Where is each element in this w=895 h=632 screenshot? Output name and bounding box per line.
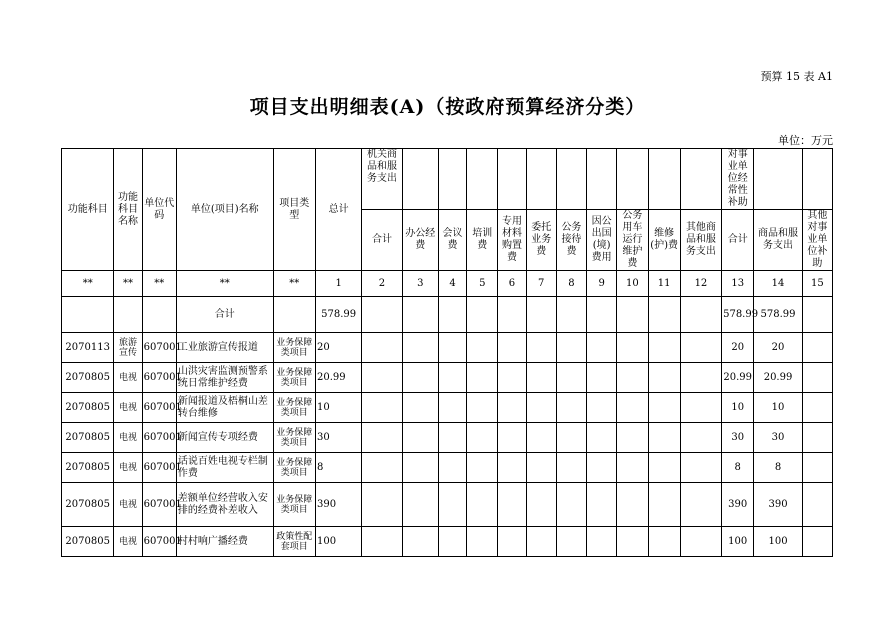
index-cell: 6 (498, 271, 526, 297)
row-subsidy-goods: 20 (754, 333, 802, 363)
header-empty (467, 149, 498, 210)
header-empty (556, 149, 586, 210)
cell-empty (498, 333, 526, 363)
cell-empty (648, 483, 680, 527)
row-func-code: 2070113 (62, 333, 114, 363)
cell-empty (617, 363, 648, 393)
cell-empty (648, 297, 680, 333)
cell-empty (467, 333, 498, 363)
row-project-type: 业务保障类项目 (273, 363, 315, 393)
row-subsidy-goods: 390 (754, 483, 802, 527)
cell-empty (498, 363, 526, 393)
cell-empty (587, 527, 617, 557)
header-vehicle: 公务用车运行维护费 (617, 210, 648, 271)
row-subsidy-goods: 20.99 (754, 363, 802, 393)
index-cell: ** (273, 271, 315, 297)
header-group-org: 机关商品和服务支出 (362, 149, 402, 210)
header-reception: 公务接待费 (556, 210, 586, 271)
cell-empty (402, 423, 438, 453)
cell-empty (587, 297, 617, 333)
total-value: 578.99 (315, 297, 361, 333)
row-unit-code: 607001 (142, 363, 176, 393)
header-empty (680, 149, 721, 210)
header-commission: 委托业务费 (526, 210, 556, 271)
row-func-name: 电视 (114, 393, 142, 423)
row-project-type: 业务保障类项目 (273, 393, 315, 423)
cell-empty (617, 333, 648, 363)
header-empty (438, 149, 466, 210)
row-func-name: 电视 (114, 483, 142, 527)
header-abroad: 因公出国(境)费用 (587, 210, 617, 271)
cell-empty (467, 453, 498, 483)
row-subsidy-total: 100 (722, 527, 754, 557)
cell-empty (802, 453, 832, 483)
cell-empty (648, 393, 680, 423)
row-unit-code: 607001 (142, 453, 176, 483)
row-unit-code: 607001 (142, 527, 176, 557)
header-repair: 维修(护)费 (648, 210, 680, 271)
header-empty (498, 149, 526, 210)
index-cell: ** (114, 271, 142, 297)
cell-empty (498, 483, 526, 527)
cell-empty (587, 423, 617, 453)
row-project-type: 业务保障类项目 (273, 333, 315, 363)
cell-empty (498, 453, 526, 483)
row-project-name: 村村响广播经费 (176, 527, 273, 557)
row-total: 20 (315, 333, 361, 363)
cell-empty (362, 297, 402, 333)
cell-empty (556, 423, 586, 453)
cell-empty (556, 333, 586, 363)
table-row (62, 483, 833, 527)
row-subsidy-total: 20 (722, 333, 754, 363)
cell-empty (648, 527, 680, 557)
cell-empty (802, 363, 832, 393)
header-other-goods: 其他商品和服务支出 (680, 210, 721, 271)
cell-empty (802, 483, 832, 527)
cell-empty (402, 453, 438, 483)
form-code: 预算 15 表 A1 (760, 70, 833, 83)
row-subsidy-total: 30 (722, 423, 754, 453)
cell-empty (402, 393, 438, 423)
cell-empty (438, 393, 466, 423)
index-cell: 14 (754, 271, 802, 297)
cell-empty (587, 333, 617, 363)
header-empty (526, 149, 556, 210)
header-empty (587, 149, 617, 210)
row-subsidy-goods: 8 (754, 453, 802, 483)
row-subsidy-goods: 30 (754, 423, 802, 453)
cell-empty (802, 297, 832, 333)
cell-empty (648, 363, 680, 393)
cell-empty (438, 363, 466, 393)
total-label: 合计 (176, 297, 273, 333)
index-cell: 10 (617, 271, 648, 297)
cell-empty (438, 333, 466, 363)
cell-empty (680, 483, 721, 527)
cell-empty (680, 453, 721, 483)
cell-empty (273, 297, 315, 333)
cell-empty (648, 333, 680, 363)
row-unit-code: 607001 (142, 423, 176, 453)
cell-empty (402, 333, 438, 363)
table-row (62, 363, 833, 393)
row-func-code: 2070805 (62, 483, 114, 527)
index-cell: 2 (362, 271, 402, 297)
header-empty (648, 149, 680, 210)
index-cell: ** (142, 271, 176, 297)
cell-empty (402, 527, 438, 557)
cell-empty (498, 393, 526, 423)
table-row (62, 393, 833, 423)
cell-empty (680, 297, 721, 333)
header-empty (802, 149, 832, 210)
cell-empty (362, 393, 402, 423)
row-subsidy-goods: 10 (754, 393, 802, 423)
index-cell: 3 (402, 271, 438, 297)
cell-empty (648, 453, 680, 483)
row-total: 100 (315, 527, 361, 557)
cell-empty (438, 297, 466, 333)
cell-empty (556, 297, 586, 333)
cell-empty (362, 423, 402, 453)
cell-empty (498, 423, 526, 453)
expenditure-table (61, 148, 833, 557)
row-total: 10 (315, 393, 361, 423)
row-project-type: 业务保障类项目 (273, 483, 315, 527)
row-project-type: 业务保障类项目 (273, 423, 315, 453)
index-row (62, 271, 833, 297)
header-office: 办公经费 (402, 210, 438, 271)
cell-empty (587, 453, 617, 483)
unit-label: 单位：万元 (778, 134, 833, 147)
cell-empty (402, 363, 438, 393)
header-project-type: 项目类型 (273, 149, 315, 271)
cell-empty (680, 363, 721, 393)
row-unit-code: 607001 (142, 333, 176, 363)
cell-empty (587, 393, 617, 423)
row-project-type: 政策性配套项目 (273, 527, 315, 557)
row-func-name: 旅游宣传 (114, 333, 142, 363)
index-cell: 9 (587, 271, 617, 297)
cell-empty (402, 297, 438, 333)
row-total: 20.99 (315, 363, 361, 393)
row-subsidy-total: 10 (722, 393, 754, 423)
data-rows (62, 333, 833, 557)
total-subsidy-goods: 578.99 (754, 297, 802, 333)
cell-empty (680, 393, 721, 423)
cell-empty (556, 527, 586, 557)
header-subsidy-goods: 商品和服务支出 (754, 210, 802, 271)
row-unit-code: 607001 (142, 393, 176, 423)
cell-empty (617, 423, 648, 453)
index-cell: 1 (315, 271, 361, 297)
cell-empty (526, 423, 556, 453)
index-cell: 13 (722, 271, 754, 297)
header-unit-code: 单位代码 (142, 149, 176, 271)
cell-empty (648, 423, 680, 453)
row-func-name: 电视 (114, 527, 142, 557)
header-training: 培训费 (467, 210, 498, 271)
cell-empty (362, 333, 402, 363)
header-subsidy-total: 合计 (722, 210, 754, 271)
row-project-name: 山洪灾害监测预警系统日常维护经费 (176, 363, 273, 393)
cell-empty (362, 453, 402, 483)
row-unit-code: 607001 (142, 483, 176, 527)
cell-empty (526, 363, 556, 393)
header-func-subject: 功能科目 (62, 149, 114, 271)
cell-empty (802, 423, 832, 453)
total-row (62, 297, 833, 333)
row-project-name: 工业旅游宣传报道 (176, 333, 273, 363)
table-row (62, 527, 833, 557)
cell-empty (526, 393, 556, 423)
cell-empty (617, 297, 648, 333)
row-subsidy-goods: 100 (754, 527, 802, 557)
header-subtotal: 合计 (362, 210, 402, 271)
cell-empty (438, 483, 466, 527)
cell-empty (498, 297, 526, 333)
cell-empty (362, 483, 402, 527)
row-project-type: 业务保障类项目 (273, 453, 315, 483)
row-project-name: 话说百姓电视专栏制作费 (176, 453, 273, 483)
total-subsidy-total: 578.99 (722, 297, 754, 333)
cell-empty (526, 527, 556, 557)
cell-empty (142, 297, 176, 333)
cell-empty (526, 453, 556, 483)
row-func-code: 2070805 (62, 363, 114, 393)
cell-empty (802, 393, 832, 423)
cell-empty (467, 297, 498, 333)
cell-empty (467, 483, 498, 527)
cell-empty (526, 297, 556, 333)
row-total: 30 (315, 423, 361, 453)
index-cell: 7 (526, 271, 556, 297)
row-subsidy-total: 20.99 (722, 363, 754, 393)
cell-empty (587, 483, 617, 527)
row-func-code: 2070805 (62, 527, 114, 557)
index-cell: 11 (648, 271, 680, 297)
cell-empty (556, 483, 586, 527)
index-cell: ** (176, 271, 273, 297)
cell-empty (526, 333, 556, 363)
row-total: 390 (315, 483, 361, 527)
cell-empty (617, 527, 648, 557)
cell-empty (402, 483, 438, 527)
header-subsidy-other: 其他对事业单位补助 (802, 210, 832, 271)
index-cell: 12 (680, 271, 721, 297)
cell-empty (617, 453, 648, 483)
cell-empty (467, 363, 498, 393)
cell-empty (526, 483, 556, 527)
cell-empty (617, 483, 648, 527)
header-empty (402, 149, 438, 210)
cell-empty (438, 453, 466, 483)
cell-empty (362, 527, 402, 557)
cell-empty (802, 333, 832, 363)
cell-empty (62, 297, 114, 333)
header-meeting: 会议费 (438, 210, 466, 271)
row-func-name: 电视 (114, 423, 142, 453)
cell-empty (587, 363, 617, 393)
page-title: 项目支出明细表(A)（按政府预算经济分类） (249, 96, 646, 118)
cell-empty (556, 363, 586, 393)
row-func-code: 2070805 (62, 393, 114, 423)
header-empty (617, 149, 648, 210)
index-cell: ** (62, 271, 114, 297)
cell-empty (680, 527, 721, 557)
cell-empty (802, 527, 832, 557)
header-func-name: 功能科目名称 (114, 149, 142, 271)
index-cell: 5 (467, 271, 498, 297)
cell-empty (467, 423, 498, 453)
cell-empty (467, 393, 498, 423)
cell-empty (467, 527, 498, 557)
header-row-1 (62, 149, 833, 210)
header-empty (754, 149, 802, 210)
cell-empty (680, 333, 721, 363)
index-cell: 4 (438, 271, 466, 297)
header-total: 总计 (315, 149, 361, 271)
index-cell: 15 (802, 271, 832, 297)
row-project-name: 新闻宣传专项经费 (176, 423, 273, 453)
cell-empty (438, 527, 466, 557)
index-cell: 8 (556, 271, 586, 297)
table-row (62, 423, 833, 453)
cell-empty (556, 453, 586, 483)
cell-empty (362, 363, 402, 393)
header-materials: 专用材料购置费 (498, 210, 526, 271)
row-total: 8 (315, 453, 361, 483)
cell-empty (498, 527, 526, 557)
row-func-name: 电视 (114, 363, 142, 393)
table-row (62, 453, 833, 483)
header-group-subsidy: 对事业单位经常性补助 (722, 149, 754, 210)
header-unit-name: 单位(项目)名称 (176, 149, 273, 271)
table-row (62, 333, 833, 363)
row-project-name: 差额单位经营收入安排的经费补差收入 (176, 483, 273, 527)
cell-empty (680, 423, 721, 453)
row-subsidy-total: 8 (722, 453, 754, 483)
row-func-code: 2070805 (62, 453, 114, 483)
row-func-code: 2070805 (62, 423, 114, 453)
cell-empty (556, 393, 586, 423)
cell-empty (114, 297, 142, 333)
row-func-name: 电视 (114, 453, 142, 483)
row-subsidy-total: 390 (722, 483, 754, 527)
row-project-name: 新闻报道及梧桐山差转台维修 (176, 393, 273, 423)
cell-empty (617, 393, 648, 423)
cell-empty (438, 423, 466, 453)
